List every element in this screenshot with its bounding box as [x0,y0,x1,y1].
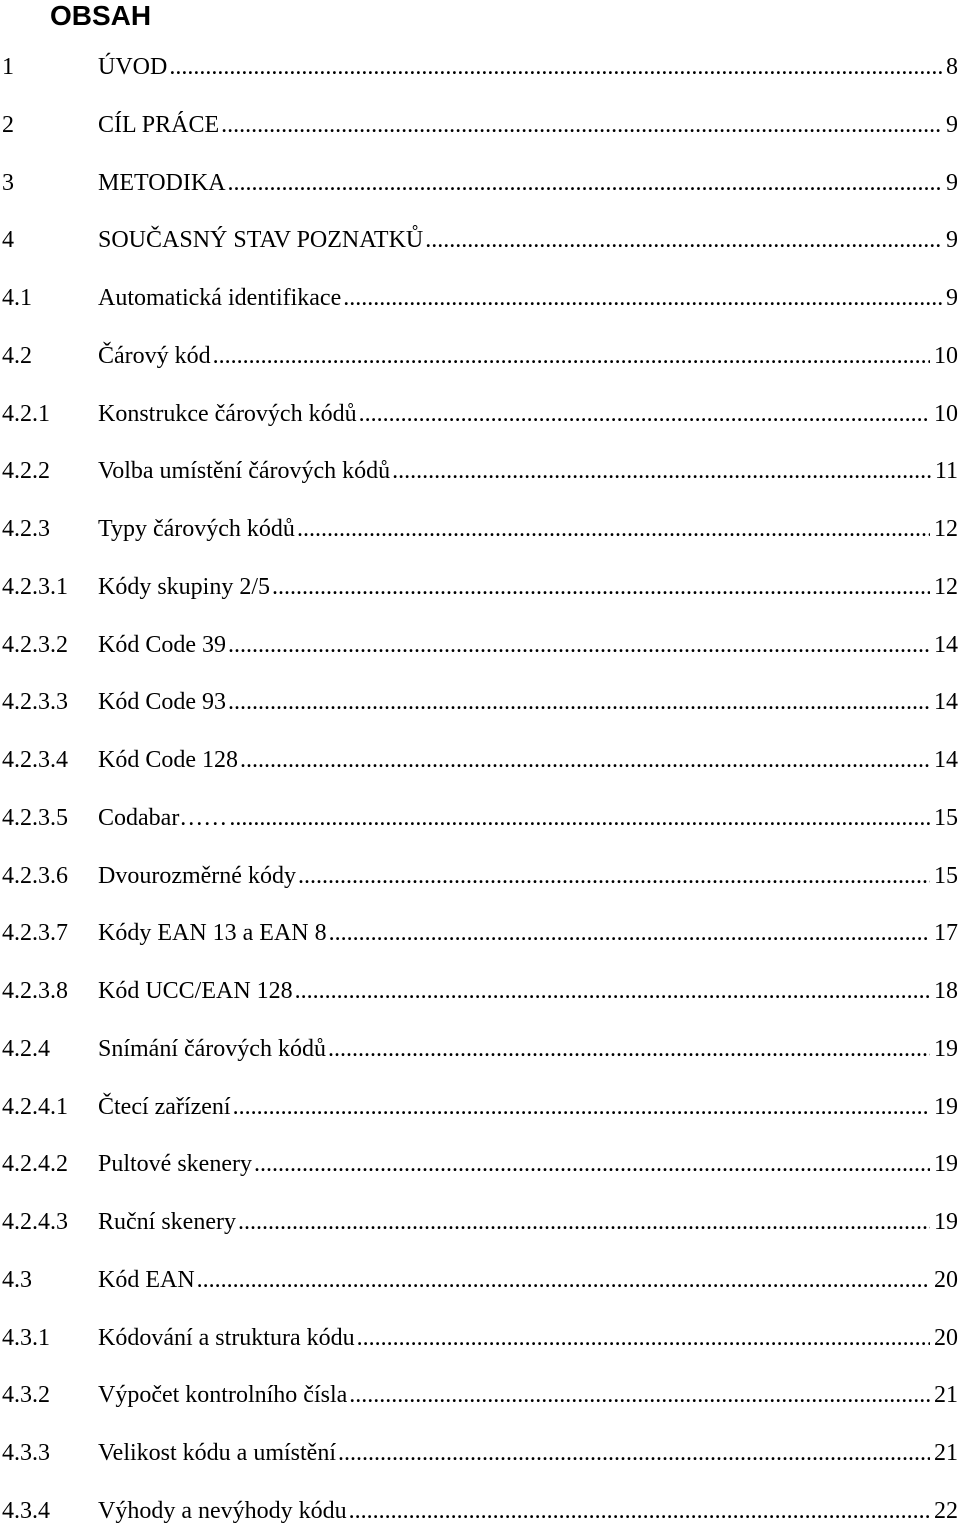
toc-entry-leader [221,110,942,140]
toc-entry-title: Kód EAN [98,1266,195,1293]
toc-entry-leader [392,456,931,486]
toc-entry-title: Codabar…… [98,804,228,831]
toc-entry-page: 14 [934,747,958,773]
toc-entry-leader [338,1438,930,1468]
toc-entry-leader [233,1092,930,1122]
toc-entry-number: 3 [2,169,14,196]
toc-entry[interactable] [0,962,960,1020]
toc-entry-number: 4.3.3 [2,1440,50,1466]
toc-entry-leader [228,168,942,198]
toc-entry-title: Výhody a nevýhody kódu [98,1497,347,1524]
toc-entry-leader [357,1323,930,1353]
toc-entry-title: Typy čárových kódů [98,516,295,542]
toc-entry-page: 19 [934,1093,958,1120]
toc-entry-title: Kód Code 128 [98,747,238,773]
toc-entry-number: 4.3.1 [2,1324,50,1351]
toc-entry-title: Snímání čárových kódů [98,1035,326,1062]
toc-entry-number: 4.3.4 [2,1497,50,1524]
toc-entry-title: SOUČASNÝ STAV POZNATKŮ [98,227,424,254]
toc-entry-number: 4.2.4.3 [2,1209,68,1235]
toc-entry-page: 15 [934,804,958,831]
toc-entry-page: 19 [934,1209,958,1235]
toc-entry-leader [197,1265,930,1295]
toc-entry-number: 4.2.3.1 [2,573,68,600]
toc-entry-page: 15 [934,862,958,889]
toc-entry-number: 4.2 [2,342,32,369]
toc-entry[interactable] [0,327,960,385]
toc-entry[interactable] [0,904,960,962]
toc-entry[interactable] [0,269,960,327]
toc-entry-number: 2 [2,111,14,138]
toc-entry-title: Automatická identifikace [98,285,342,311]
toc-entry-page: 9 [946,111,958,138]
toc-entry-page: 12 [934,516,958,542]
toc-entry-page: 8 [946,54,958,80]
toc-entry-number: 4.2.3.7 [2,920,68,947]
toc-entry-page: 19 [934,1151,958,1178]
toc-entry-number: 1 [2,54,14,80]
toc-entry[interactable] [0,731,960,789]
toc-entry-title: Kód Code 39 [98,631,226,658]
toc-entry[interactable] [0,616,960,674]
toc-entry-title: Volba umístění čárových kódů [98,458,391,485]
toc-entry-title: Ruční skenery [98,1209,236,1235]
toc-entry-number: 4.3 [2,1266,32,1293]
toc-entry-page: 12 [934,573,958,600]
toc-entry-page: 22 [934,1497,958,1524]
toc-entry-page: 14 [934,689,958,716]
toc-entry[interactable] [0,38,960,96]
toc-entry-number: 4.2.3.6 [2,862,68,889]
toc-entry[interactable] [0,154,960,212]
toc-entry-page: 10 [934,400,958,427]
toc-entry-leader [228,630,930,660]
toc-entry-title: CÍL PRÁCE [98,111,220,138]
toc-entry-number: 4.2.4.2 [2,1151,68,1178]
toc-entry-page: 11 [934,458,958,485]
toc-entry[interactable] [0,1193,960,1251]
toc-entry-title: ÚVOD [98,54,168,80]
toc-entry[interactable] [0,1135,960,1193]
toc-entry[interactable] [0,96,960,154]
toc-entry-leader [238,1207,930,1237]
toc-entry-leader [359,399,930,429]
toc-entry-leader [328,1034,930,1064]
toc-entry[interactable] [0,1251,960,1309]
toc-entry[interactable] [0,500,960,558]
toc-entry-number: 4.2.2 [2,458,50,485]
toc-entry-leader [228,687,930,717]
toc-entry-leader [295,976,930,1006]
toc-entry-page: 9 [946,285,958,311]
toc-entry[interactable] [0,1078,960,1136]
toc-entry-number: 4.2.3.5 [2,804,68,831]
toc-entry-number: 4.3.2 [2,1382,50,1409]
toc-entry[interactable] [0,789,960,847]
toc-entry[interactable] [0,1366,960,1424]
toc-entry-title: Velikost kódu a umístění [98,1440,336,1466]
toc-entry-leader [329,918,930,948]
toc-entry[interactable] [0,847,960,905]
toc-entry-leader [169,52,942,82]
toc-entry-title: Kódy EAN 13 a EAN 8 [98,920,327,947]
toc-entry-number: 4 [2,227,14,254]
toc-entry-number: 4.2.3.2 [2,631,68,658]
table-of-contents [0,38,960,1540]
toc-entry-page: 9 [946,227,958,254]
toc-entry-page: 20 [934,1266,958,1293]
toc-entry[interactable] [0,442,960,500]
toc-entry-page: 19 [934,1035,958,1062]
toc-entry-title: Kódování a struktura kódu [98,1324,355,1351]
toc-entry-leader [254,1149,930,1179]
page-title: OBSAH [50,0,152,31]
toc-entry-leader [229,803,930,833]
toc-entry-page: 17 [934,920,958,947]
toc-entry-page: 10 [934,342,958,369]
toc-entry-number: 4.2.1 [2,400,50,427]
toc-entry-number: 4.1 [2,285,32,311]
toc-entry-title: Kód Code 93 [98,689,226,716]
toc-entry[interactable] [0,1424,960,1482]
toc-entry-leader [297,514,930,544]
toc-entry[interactable] [0,211,960,269]
toc-entry-page: 9 [946,169,958,196]
toc-entry-title: Pultové skenery [98,1151,252,1178]
toc-entry-page: 14 [934,631,958,658]
toc-entry-leader [425,225,942,255]
toc-entry-title: METODIKA [98,169,226,196]
toc-entry-leader [272,572,930,602]
toc-entry-leader [240,745,930,775]
toc-entry[interactable] [0,558,960,616]
toc-entry[interactable] [0,673,960,731]
toc-entry-page: 18 [934,978,958,1004]
toc-entry-title: Kód UCC/EAN 128 [98,978,293,1004]
toc-entry-title: Kódy skupiny 2/5 [98,573,271,600]
toc-entry-title: Čtecí zařízení [98,1093,231,1120]
toc-entry-title: Konstrukce čárových kódů [98,400,357,427]
toc-entry-number: 4.2.4.1 [2,1093,68,1120]
toc-entry-page: 21 [934,1440,958,1466]
toc-entry-leader [298,861,930,891]
toc-entry-title: Dvourozměrné kódy [98,862,296,889]
toc-entry-leader [349,1496,930,1526]
toc-entry-number: 4.2.3.8 [2,978,68,1004]
toc-entry-number: 4.2.3 [2,516,50,542]
toc-entry-number: 4.2.3.3 [2,689,68,716]
toc-entry[interactable] [0,385,960,443]
toc-entry-leader [343,283,942,313]
toc-entry-number: 4.2.3.4 [2,747,68,773]
toc-entry[interactable] [0,1020,960,1078]
toc-entry-number: 4.2.4 [2,1035,50,1062]
toc-entry-leader [349,1380,930,1410]
toc-entry-title: Výpočet kontrolního čísla [98,1382,348,1409]
toc-entry-page: 20 [934,1324,958,1351]
toc-entry[interactable] [0,1309,960,1367]
toc-entry-leader [213,341,930,371]
toc-entry-title: Čárový kód [98,342,211,369]
toc-entry-page: 21 [934,1382,958,1409]
